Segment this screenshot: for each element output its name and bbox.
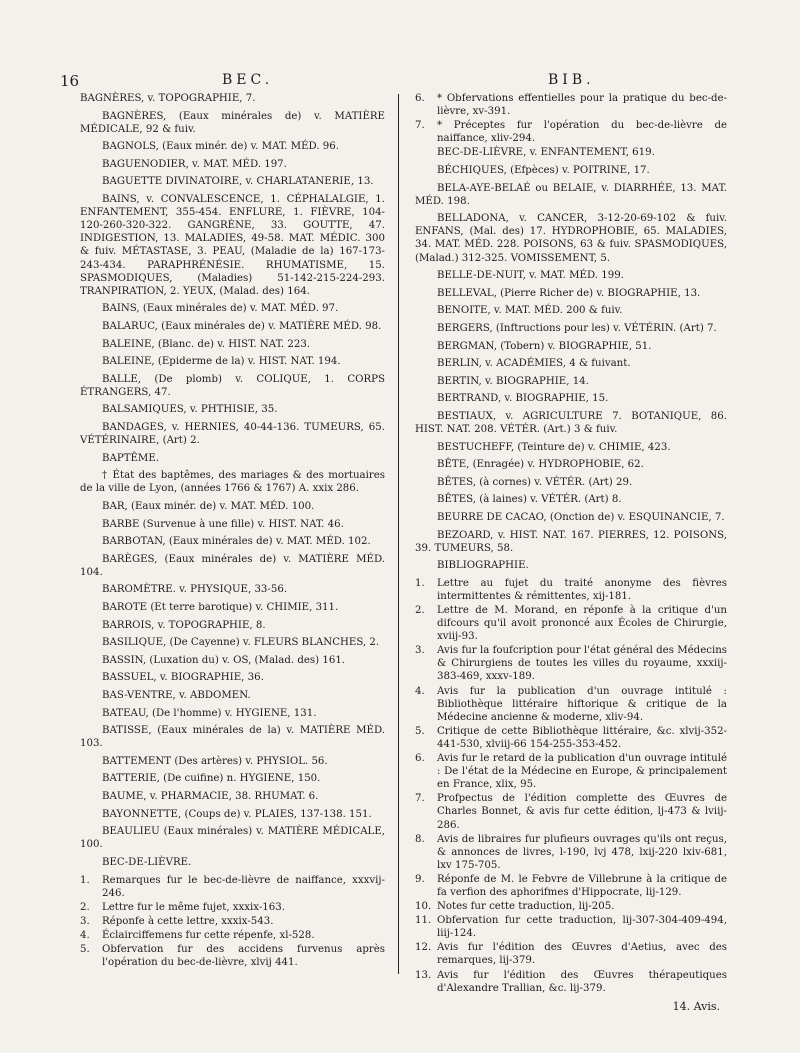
- index-entry: BIBLIOGRAPHIE.: [437, 560, 529, 572]
- index-entry: BÊTE, (Enragée) v. HYDROPHOBIE, 62.: [437, 459, 644, 471]
- reference-text: Avis fur l'édition des Œuvres d'Aetius, avec des remarques, lij-379.: [437, 942, 727, 967]
- index-entry: BESTUCHEFF, (Teinture de) v. CHIMIE, 423.: [437, 441, 671, 453]
- index-entry: BEZOARD, v. HIST. NAT. 167. PIERRES, 12. POISONS, 39. TUMEURS, 58.: [415, 529, 727, 554]
- numbered-reference: [415, 577, 727, 603]
- index-entry: BALSAMIQUES, v. PHTHISIE, 35.: [102, 404, 278, 416]
- left-running-head: BEC.: [222, 72, 274, 88]
- index-entry: BAR, (Eaux minér. de) v. MAT. MÉD. 100.: [102, 500, 315, 512]
- numbered-reference: [415, 92, 727, 118]
- index-entry: BAINS, (Eaux minérales de) v. MAT. MÉD. 97.: [102, 303, 339, 315]
- reference-number: 9.: [415, 873, 425, 885]
- index-entry: BARÈGES, (Eaux minérales de) v. MATIÈRE MÉD. 104.: [80, 553, 385, 578]
- index-entry: BELA-AYE-BELAÉ ou BELAIE, v. DIARRHÉE, 13. MAT. MÉD. 198.: [415, 182, 727, 207]
- reference-text: Profpectus de l'édition complette des Œuvres de Charles Bonnet, & avis fur cette édition, lj-473 & lviij-286.: [437, 793, 727, 831]
- index-entry: BELLADONA, v. CANCER, 3-12-20-69-102 & fuiv. ENFANS, (Mal. des) 17. HYDROPHOBIE, 65. MALADIES, 34. MAT. MÉD. 228. POISONS, 63 & fuiv. SPASMODIQUES, (Malad.) 312-325. VOMISSEMENT, 5.: [415, 213, 727, 264]
- index-entry: BAGNÈRES, v. TOPOGRAPHIE, 7.: [80, 93, 256, 104]
- reference-number: 3.: [415, 645, 425, 657]
- index-entry: BAPTÊME.: [102, 452, 160, 464]
- reference-number: 2.: [415, 605, 425, 616]
- index-entry: BERLIN, v. ACADÉMIES, 4 & fuivant.: [437, 358, 631, 370]
- index-entry: BERTIN, v. BIOGRAPHIE, 14.: [437, 375, 589, 387]
- numbered-reference: [80, 943, 385, 969]
- reference-number: 13.: [415, 969, 432, 981]
- index-entry: BELLE-DE-NUIT, v. MAT. MÉD. 199.: [437, 270, 624, 282]
- numbered-reference: [415, 725, 727, 751]
- catchword: 14. Avis.: [672, 1000, 720, 1013]
- numbered-reference: [415, 914, 727, 940]
- numbered-reference: [415, 752, 727, 791]
- index-entry: BARBOTAN, (Eaux minérales de) v. MAT. MÉD. 102.: [102, 536, 371, 548]
- reference-text: * Préceptes fur l'opération du bec-de-lièvre de naiffance, xliv-294.: [437, 120, 727, 145]
- index-entry: BÊTES, (à cornes) v. VÉTÉR. (Art) 29.: [437, 476, 633, 488]
- left-column: [80, 92, 385, 970]
- index-entry: BELLEVAL, (Pierre Richer de) v. BIOGRAPHIE, 13.: [437, 287, 701, 299]
- numbered-reference: [415, 969, 727, 995]
- index-entry: BAUME, v. PHARMACIE, 38. RHUMAT. 6.: [102, 791, 319, 803]
- numbered-reference: [415, 792, 727, 831]
- index-entry: BÊTES, (à laines) v. VÉTÉR. (Art) 8.: [437, 494, 622, 506]
- reference-number: 3.: [80, 915, 90, 927]
- numbered-reference: [415, 644, 727, 683]
- index-entry: BERGERS, (Inftructions pour les) v. VÉTÉRIN. (Art) 7.: [437, 322, 717, 334]
- reference-text: Réponfe de M. le Febvre de Villebrune à la critique de fa verfion des aphorifmes d'Hippocrate, lij-129.: [437, 873, 727, 898]
- page-number: 16: [60, 72, 80, 90]
- numbered-reference: [415, 685, 727, 724]
- reference-number: 8.: [415, 833, 425, 845]
- reference-text: Avis fur la publication d'un ouvrage intitulé : Bibliothèque littéraire hiftorique & critique de la Médecine ancienne & moderne, xliv-94.: [437, 685, 727, 723]
- index-entry: BERGMAN, (Tobern) v. BIOGRAPHIE, 51.: [437, 340, 652, 352]
- reference-text: Obfervation fur des accidens furvenus après l'opération du bec-de-lièvre, xlvij 441.: [102, 943, 385, 969]
- numbered-reference: [80, 901, 385, 914]
- reference-number: 5.: [80, 943, 90, 955]
- reference-text: Avis de libraires fur plufieurs ouvrages qu'ils ont reçus, & annonces de livres, l-190, lvj 478, lxij-220 lxiv-681, lxv 175-705.: [437, 833, 727, 871]
- bibliographie-references: [415, 577, 727, 995]
- index-entry: BAGUETTE DIVINATOIRE, v. CHARLATANERIE, 13.: [102, 176, 374, 188]
- reference-number: 2.: [80, 901, 90, 913]
- index-entry: BALEINE, (Epiderme de la) v. HIST. NAT. 194.: [102, 356, 341, 368]
- index-entry: BAYONNETTE, (Coups de) v. PLAIES, 137-138. 151.: [102, 808, 372, 820]
- reference-text: Avis fur l'édition des Œuvres thérapeutiques d'Alexandre Trallian, &c. lij-379.: [437, 969, 727, 994]
- numbered-reference: [415, 873, 727, 899]
- reference-number: 12.: [415, 942, 432, 954]
- numbered-reference: [415, 941, 727, 967]
- index-entry: BARROIS, v. TOPOGRAPHIE, 8.: [102, 619, 266, 631]
- reference-text: Remarques fur le bec-de-lièvre de naiffance, xxxvij-246.: [102, 874, 385, 899]
- index-entry: BAROTE (Et terre barotique) v. CHIMIE, 311.: [102, 602, 339, 613]
- reference-text: Éclairciffemens fur cette répenfe, xl-528.: [102, 929, 315, 941]
- left-entry-list: [80, 92, 385, 869]
- reference-text: Critique de cette Bibliothèque littéraire, &c. xlvij-352-441-530, xlviij-66 154-255-353-452.: [437, 725, 727, 750]
- right-column: [415, 92, 727, 996]
- index-entry: BASSUEL, v. BIOGRAPHIE, 36.: [102, 672, 264, 684]
- index-entry: BANDAGES, v. HERNIES, 40-44-136. TUMEURS, 65. VÉTÉRINAIRE, (Art) 2.: [80, 421, 385, 447]
- index-entry: BATTEMENT (Des artères) v. PHYSIOL. 56.: [102, 755, 328, 767]
- numbered-reference: [415, 119, 727, 145]
- numbered-reference: [80, 874, 385, 900]
- reference-number: 5.: [415, 725, 425, 737]
- index-entry: BAGNOLS, (Eaux minér. de) v. MAT. MÉD. 96.: [102, 141, 340, 153]
- reference-number: 7.: [415, 793, 425, 805]
- reference-number: 4.: [80, 929, 90, 941]
- index-entry: BASILIQUE, (De Cayenne) v. FLEURS BLANCHES, 2.: [102, 637, 380, 649]
- index-entry: BATISSE, (Eaux minérales de la) v. MATIÈRE MÉD. 103.: [80, 725, 385, 750]
- index-entry: BASSIN, (Luxation du) v. OS, (Malad. des) 161.: [102, 654, 346, 666]
- index-entry: BERTRAND, v. BIOGRAPHIE, 15.: [437, 393, 609, 405]
- numbered-reference: [80, 929, 385, 942]
- reference-number: 10.: [415, 901, 432, 913]
- reference-text: Lettre fur le même fujet, xxxix-163.: [102, 901, 285, 913]
- bec-de-lievre-continued: [415, 92, 727, 145]
- reference-number: 11.: [415, 915, 432, 927]
- index-entry: BESTIAUX, v. AGRICULTURE 7. BOTANIQUE, 86. HIST. NAT. 208. VÉTÉR. (Art.) 3 & fuiv.: [415, 410, 727, 435]
- reference-text: Lettre au fujet du traité anonyme des fièvres intermittentes & rémittentes, xij-181.: [437, 577, 727, 602]
- reference-number: 1.: [415, 577, 425, 589]
- reference-text: Avis fur la foufcription pour l'état général des Médecins & Chirurgiens de toutes les villes du royaume, xxxiij-383-469, xxxv-189.: [437, 645, 727, 683]
- index-entry: BAINS, v. CONVALESCENCE, 1. CÉPHALALGIE, 1. ENFANTEMENT, 355-454. ENFLURE, 1. FIÈVRE, 104-120-260-320-322. GANGRÈNE, 33. GOUTTE, 47. INDIGESTION, 13. MALADIES, 49-58. MAT. MÉDIC. 300 & fuiv. MÉTASTASE, 3. PEAU, (Maladie de la) 167-173-243-434. PARAPHRÉNÉSIE. RHUMATISME, 15. SPASMODIQUES, (Maladies) 51-142-215-224-293. TRANPIRATION, 2. YEUX, (Malad. des) 164.: [80, 194, 385, 297]
- index-entry: BALEINE, (Blanc. de) v. HIST. NAT. 223.: [102, 338, 311, 350]
- reference-text: * Obfervations effentielles pour la pratique du bec-de-lièvre, xv-391.: [437, 93, 727, 118]
- index-entry: BAS-VENTRE, v. ABDOMEN.: [102, 689, 251, 701]
- index-entry: BAROMÈTRE. v. PHYSIQUE, 33-56.: [102, 584, 288, 596]
- right-running-head: BIB.: [548, 72, 595, 88]
- index-entry: BEC-DE-LIÈVRE.: [102, 856, 192, 868]
- numbered-reference: [415, 833, 727, 872]
- numbered-reference: [415, 604, 727, 643]
- bec-de-lievre-references: [80, 874, 385, 970]
- index-entry: BENOITE, v. MAT. MÉD. 200 & fuiv.: [437, 305, 623, 317]
- reference-text: Obfervation fur cette traduction, lij-307-304-409-494, liij-124.: [437, 915, 727, 940]
- column-divider: [398, 94, 399, 974]
- index-entry: † État des baptêmes, des mariages & des mortuaires de la ville de Lyon, (années 1766 & 1767) A. xxix 286.: [80, 470, 385, 495]
- index-entry: BEC-DE-LIÈVRE, v. ENFANTEMENT, 619.: [437, 147, 655, 159]
- index-entry: BÉCHIQUES, (Efpèces) v. POITRINE, 17.: [437, 164, 650, 176]
- right-entry-list: [415, 146, 727, 572]
- reference-number: 4.: [415, 685, 425, 697]
- index-entry: BAGNÈRES, (Eaux minérales de) v. MATIÈRE MÉDICALE, 92 & fuiv.: [80, 110, 385, 135]
- reference-number: 6.: [415, 93, 425, 104]
- reference-text: Notes fur cette traduction, lij-205.: [437, 901, 615, 913]
- index-entry: BEAULIEU (Eaux minérales) v. MATIÈRE MÉDICALE, 100.: [80, 826, 385, 851]
- reference-text: Avis fur le retard de la publication d'un ouvrage intitulé : De l'état de la Médecine en Europe, & principalement en France, xlix, 95.: [437, 753, 727, 791]
- index-entry: BALARUC, (Eaux minérales de) v. MATIÈRE MÉD. 98.: [102, 320, 382, 332]
- index-entry: BEURRE DE CACAO, (Onction de) v. ESQUINANCIE, 7.: [437, 511, 725, 523]
- reference-text: Lettre de M. Morand, en réponfe à la critique d'un difcours qu'il avoit prononcé aux Écoles de Chirurgie, xviij-93.: [437, 605, 727, 643]
- reference-number: 6.: [415, 753, 425, 765]
- index-entry: BARBE (Survenue à une fille) v. HIST. NAT. 46.: [102, 518, 344, 530]
- reference-number: 7.: [415, 120, 425, 132]
- reference-text: Réponfe à cette lettre, xxxix-543.: [102, 915, 274, 927]
- reference-number: 1.: [80, 874, 90, 886]
- index-entry: BALLE, (De plomb) v. COLIQUE, 1. CORPS ÉTRANGERS, 47.: [80, 373, 385, 398]
- index-entry: BATEAU, (De l'homme) v. HYGIENE, 131.: [102, 707, 317, 719]
- numbered-reference: [415, 900, 727, 913]
- index-entry: BATTERIE, (De cuifine) n. HYGIENE, 150.: [102, 773, 321, 785]
- index-entry: BAGUENODIER, v. MAT. MÉD. 197.: [102, 158, 287, 170]
- numbered-reference: [80, 915, 385, 928]
